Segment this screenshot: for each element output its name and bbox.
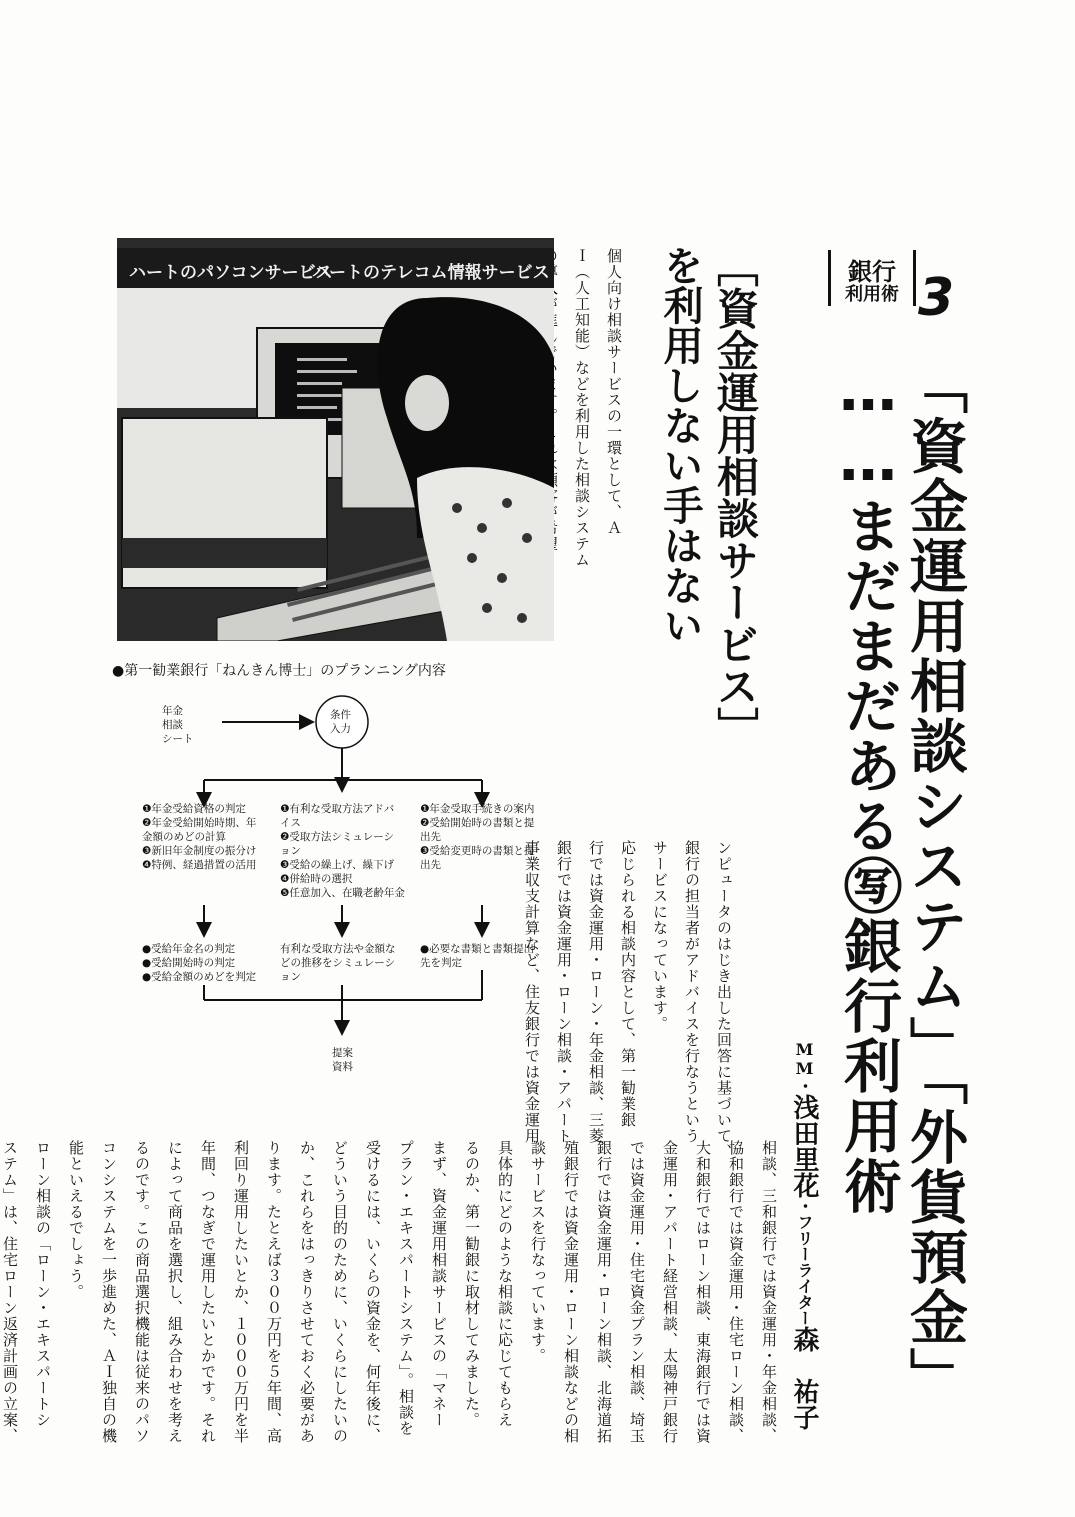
photo-banner-right: ハートのテレコム情報サービス <box>312 263 550 283</box>
main-title-line1: 「資金運用相談システム」「外貨預金」 <box>900 356 968 1407</box>
body-line: 殖銀行では資金運用・ローン相談などの相 <box>562 1140 580 1444</box>
body-line: ります。たとえば３００万円を５年間、高 <box>265 1140 283 1444</box>
diagram-item: ❶年金受取手続きの案内 <box>420 803 535 815</box>
byline-author1: 浅田里花 <box>789 1094 819 1198</box>
body-line: 事業収支計算など、住友銀行では資金運用 <box>523 840 541 1144</box>
diagram-item: ❷受取方法シミュレーシ <box>280 831 394 843</box>
diagram-item: ●受給金額のめどを判定 <box>142 971 257 983</box>
diagram-output-line: 資料 <box>332 1061 353 1073</box>
body-line: プラン・エキスパートシステム」。相談を <box>397 1140 415 1437</box>
body-line: によって商品を選択し、組み合わせを考え <box>166 1140 184 1444</box>
diagram-col1-top <box>142 802 256 872</box>
body-line: サービスになっています。 <box>651 840 669 1032</box>
body-line: 利回り運用したいとか、１０００万円を半 <box>232 1140 250 1444</box>
body-line: 個人向け相談サービスの一環として、Ａ <box>605 248 623 536</box>
diagram-item: ●必要な書類と書類提出 <box>420 943 535 955</box>
diagram-item: ●受給開始時の判定 <box>142 957 236 969</box>
diagram-output-line: 提案 <box>332 1047 353 1059</box>
diagram-caption: ●第一勧業銀行「ねんきん博士」のプランニング内容 <box>112 663 446 679</box>
diagram-item: 出先 <box>420 831 441 843</box>
diagram-input-line: 入力 <box>330 723 351 735</box>
diagram-start-line: 年金 <box>162 705 183 717</box>
diagram-start-label <box>162 704 194 746</box>
diagram-item: 出先 <box>420 859 441 871</box>
body-line: ローン相談の「ローン・エキスパートシ <box>34 1140 52 1428</box>
diagram-col3-top <box>420 802 534 872</box>
diagram-col2-top <box>280 802 405 900</box>
diagram-input-label <box>330 708 351 736</box>
body-line: るのか、第一勧銀に取材してみました。 <box>463 1140 481 1428</box>
diagram-item: 先を判定 <box>420 957 462 969</box>
category-tag-line1: 銀行 <box>848 258 896 286</box>
body-line: 行では資金運用・ローン・年金相談、三菱 <box>587 840 605 1144</box>
diagram-item: ❸受給の繰上げ、繰下げ <box>280 859 394 871</box>
body-line: Ｉ（人工知能）などを利用した相談システム <box>573 248 591 568</box>
diagram-col3-bottom <box>420 942 534 970</box>
diagram-item: ❺任意加入、在職老齢年金 <box>280 887 405 899</box>
body-lower <box>0 1140 785 1480</box>
diagram-item: ❸受給変更時の書類と提 <box>420 845 535 857</box>
diagram-item: ❹併給時の選択 <box>280 873 353 885</box>
diagram-input-line: 条件 <box>330 709 351 721</box>
body-line: コンシステムを一歩進めた、ＡＩ独自の機 <box>100 1140 118 1444</box>
body-line: 相談、三和銀行では資金運用・年金相談、 <box>760 1140 778 1444</box>
diagram-item: 金額のめどの計算 <box>142 831 226 843</box>
byline <box>791 1040 817 1430</box>
category-tag <box>828 250 916 306</box>
diagram-item: ❹特例、経過措置の活用 <box>142 859 257 871</box>
body-line: 年間、つなぎで運用したいとかです。それ <box>199 1140 217 1444</box>
diagram-item: ❶年金受給資格の判定 <box>142 803 246 815</box>
main-title-line2: ……まだまだある㊢銀行利用術 <box>834 356 902 1216</box>
body-line: 応じられる相談内容として、第一勧業銀 <box>619 840 637 1128</box>
body-line: まず、資金運用相談サービスの「マネー <box>430 1140 448 1428</box>
body-line: 具体的にどのような相談に応じてもらえ <box>496 1140 514 1428</box>
body-line: 能といえるでしょう。 <box>67 1140 85 1300</box>
diagram-item: ❸新旧年金制度の振分け <box>142 845 257 857</box>
byline-prefix: MM・ <box>795 1040 814 1094</box>
body-line: 銀行では資金運用・ローン相談、北海道拓 <box>595 1140 613 1444</box>
byline-role: ・フリーライター <box>795 1198 814 1326</box>
diagram-item: ョン <box>280 845 301 857</box>
body-line: ンピュータのはじき出した回答に基づいて、 <box>715 840 733 1160</box>
body-line: 銀行の担当者がアドバイスを行なうという <box>683 840 701 1144</box>
byline-author2: 森 祐子 <box>789 1326 819 1430</box>
body-line: るのです。この商品選択機能は従来のパソ <box>133 1140 151 1444</box>
body-line: 協和銀行では資金運用・住宅ローン相談、 <box>727 1140 745 1444</box>
diagram-start-line: 相談 <box>162 719 183 731</box>
diagram-output-label <box>332 1046 353 1074</box>
category-tag-line2: 利用術 <box>845 284 899 305</box>
diagram-col2-bottom <box>280 942 396 984</box>
photo-computer-service <box>117 238 554 641</box>
diagram-start-line: シート <box>162 733 194 745</box>
diagram-item: イス <box>280 817 301 829</box>
diagram-item: 有利な受取方法や金額な <box>280 943 396 955</box>
body-line: か、これらをはっきりさせておく必要があ <box>298 1140 316 1444</box>
body-line: 金運用・アパート経営相談、太陽神戸銀行 <box>661 1140 679 1444</box>
section-heading-line1: ［資金運用相談サービス］ <box>711 245 760 749</box>
diagram-item: ●受給年金名の判定 <box>142 943 236 955</box>
body-line: 銀行では資金運用・ローン相談・アパート <box>555 840 573 1144</box>
planning-diagram <box>112 660 562 1090</box>
body-line: では資金運用・住宅資金プラン相談、埼玉 <box>628 1140 646 1444</box>
body-line: 談サービスを行なっています。 <box>529 1140 547 1364</box>
body-line: 大和銀行ではローン相談、東海銀行では資 <box>694 1140 712 1444</box>
diagram-item: ❷年金受給開始時期、年 <box>142 817 257 829</box>
diagram-item: ョン <box>280 971 301 983</box>
diagram-item: ❶有利な受取方法アドバ <box>280 803 395 815</box>
body-line: どういう目的のために、いくらにしたいの <box>331 1140 349 1444</box>
chapter-number: 3 <box>918 268 955 328</box>
photo-banner-left: ハートのパソコンサービス <box>129 263 333 283</box>
diagram-col1-bottom <box>142 942 256 984</box>
body-line: 受けるには、いくらの資金を、何年後に、 <box>364 1140 382 1444</box>
photo-scene <box>117 238 554 641</box>
diagram-item: ❷受給開始時の書類と提 <box>420 817 535 829</box>
body-line: ステム」は、住宅ローン返済計画の立案、 <box>1 1140 19 1444</box>
section-heading-line2: を利用しない手はない <box>657 245 703 645</box>
diagram-item: どの推移をシミュレーシ <box>280 957 396 969</box>
